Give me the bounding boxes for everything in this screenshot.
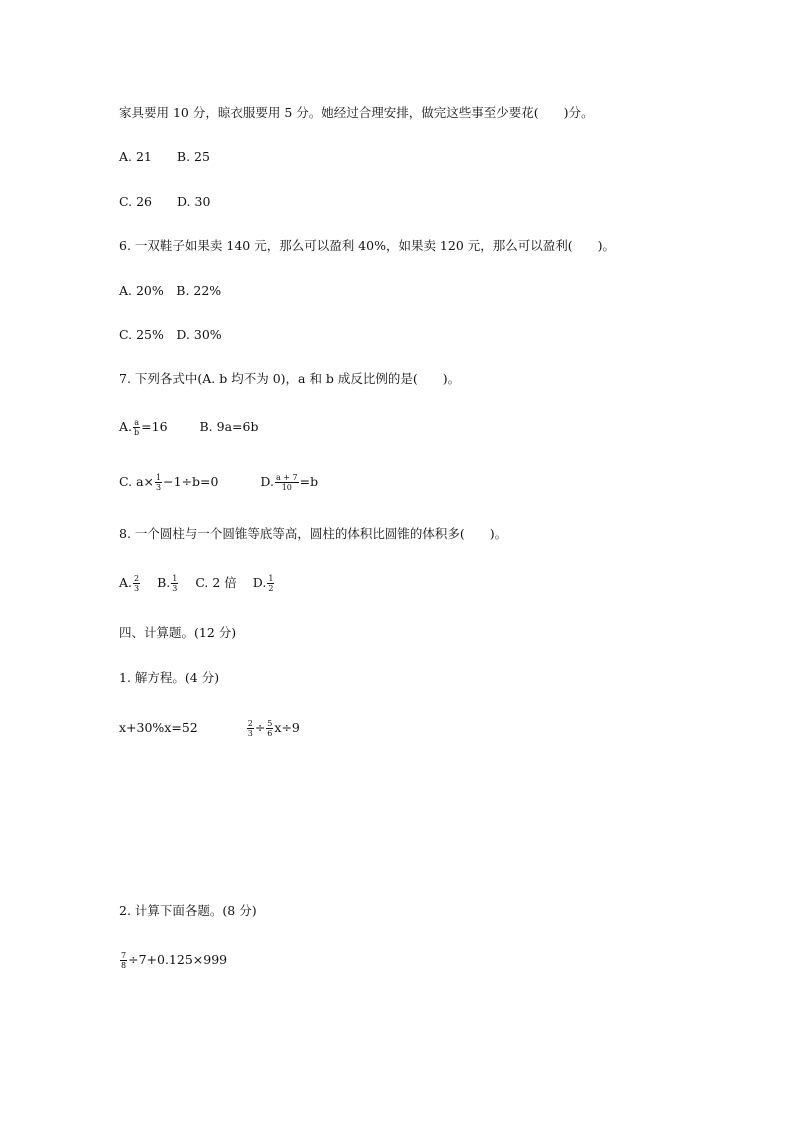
calc-expression	[119, 951, 227, 970]
q6-options-ab: A. 20% B. 22%	[119, 283, 222, 298]
section4-sub2: 2. 计算下面各题。(8 分)	[119, 903, 257, 918]
q8-a-prefix: A.	[119, 575, 133, 590]
eq2-denominator-2: 6	[267, 729, 273, 738]
q7-d-numerator: a + 7	[275, 473, 298, 482]
q7-c-tail: −1÷b=0	[163, 474, 219, 489]
section4-sub1: 1. 解方程。(4 分)	[119, 670, 220, 685]
eq2-denominator-1: 3	[247, 729, 253, 738]
q7-a-fraction	[133, 418, 140, 437]
q8-d-denominator: 2	[268, 584, 274, 593]
q8-b-numerator: 1	[172, 574, 178, 583]
q8-option-a	[119, 574, 141, 593]
section4-title: 四、计算题。(12 分)	[119, 625, 237, 640]
calc-numerator: 7	[121, 951, 127, 960]
q7-c-denominator: 3	[156, 483, 162, 492]
equation-2	[246, 719, 300, 738]
calc-fraction	[120, 951, 127, 970]
q8-option-d	[252, 574, 276, 593]
q7-d-fraction	[275, 473, 299, 492]
q8-a-fraction	[133, 574, 140, 593]
q8-b-prefix: B.	[157, 575, 171, 590]
eq2-operator: ÷	[254, 720, 266, 735]
q7-option-c	[119, 473, 222, 492]
q6-stem: 6. 一双鞋子如果卖 140 元，那么可以盈利 40%，如果卖 120 元，那么可以盈利( )。	[119, 238, 616, 253]
q7-stem: 7. 下列各式中(A. b 均不为 0)，a 和 b 成反比例的是( )。	[119, 371, 461, 386]
q8-a-denominator: 3	[134, 584, 140, 593]
q7-d-prefix: D.	[260, 474, 274, 489]
q8-b-denominator: 3	[172, 584, 178, 593]
q7-option-b: B. 9a=6b	[199, 419, 259, 434]
q7-options-cd	[119, 473, 318, 492]
q5-options-ab: A. 21 B. 25	[119, 149, 210, 164]
equation-1: x+30%x=52	[119, 720, 198, 735]
q7-a-prefix: A.	[119, 419, 133, 434]
q8-d-fraction	[267, 574, 274, 593]
q5-options-cd: C. 26 D. 30	[119, 194, 211, 209]
q7-options-ab	[119, 418, 258, 437]
q8-option-c: C. 2 倍	[195, 575, 237, 590]
q8-b-fraction	[171, 574, 178, 593]
q8-a-numerator: 2	[134, 574, 140, 583]
q7-option-a	[119, 418, 172, 437]
q8-stem: 8. 一个圆柱与一个圆锥等底等高，圆柱的体积比圆锥的体积多( )。	[119, 526, 508, 541]
q7-c-prefix: C. a×	[119, 474, 154, 489]
q7-a-denominator: b	[134, 428, 140, 437]
q7-option-d	[260, 473, 319, 492]
calc-tail: ÷7+0.125×999	[128, 952, 228, 967]
q7-d-denominator: 10	[281, 483, 292, 492]
calc-denominator: 8	[121, 961, 127, 970]
eq2-numerator-1: 2	[247, 719, 253, 728]
eq2-fraction-1	[247, 719, 254, 738]
q8-d-prefix: D.	[252, 575, 267, 590]
q7-a-tail: =16	[141, 419, 168, 434]
q7-c-fraction	[155, 473, 162, 492]
q7-c-numerator: 1	[156, 473, 162, 482]
eq2-tail: x÷9	[274, 720, 300, 735]
eq2-numerator-2: 5	[267, 719, 273, 728]
q7-d-tail: =b	[299, 474, 319, 489]
q5-stem: 家具要用 10 分，晾衣服要用 5 分。她经过合理安排，做完这些事至少要花( )分。	[119, 105, 594, 120]
q7-a-numerator: a	[134, 418, 139, 427]
q6-options-cd: C. 25% D. 30%	[119, 327, 222, 342]
q8-d-numerator: 1	[268, 574, 274, 583]
eq2-fraction-2	[266, 719, 273, 738]
equations-row	[119, 719, 300, 738]
q8-option-b	[157, 574, 179, 593]
q8-options	[119, 574, 275, 593]
